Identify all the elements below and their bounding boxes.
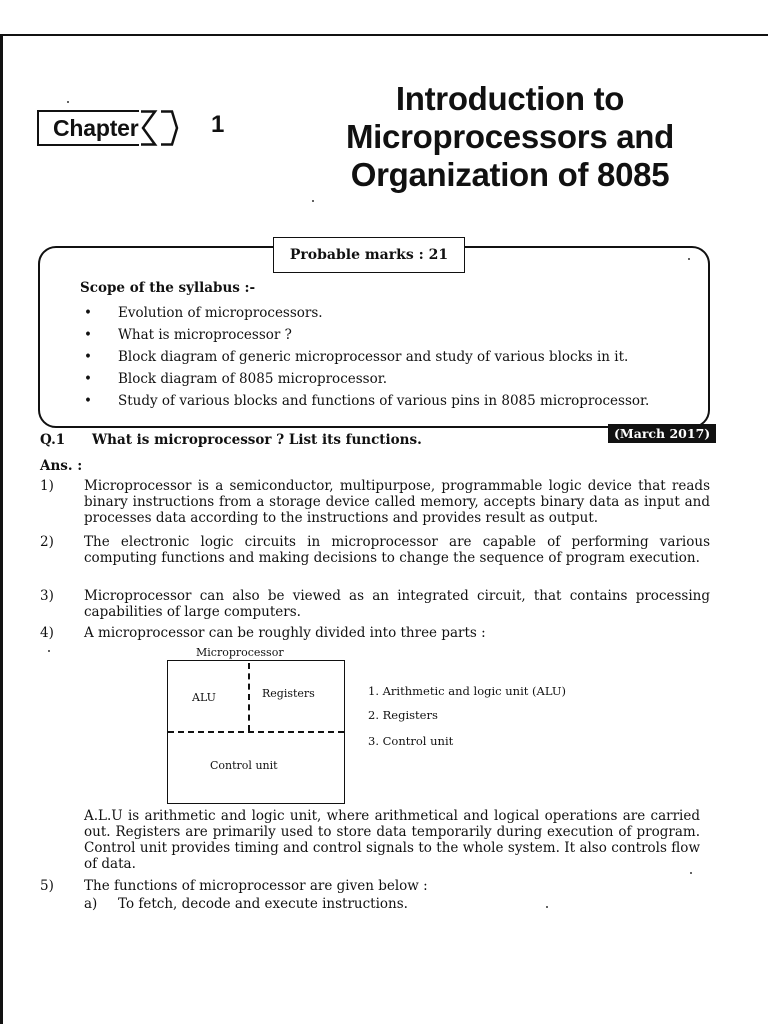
page-border-left (0, 34, 3, 1024)
list-item: • What is microprocessor ? (84, 327, 292, 343)
legend-item: 2. Registers (368, 708, 438, 722)
scan-speck (312, 200, 314, 202)
diagram-divider-vertical (248, 663, 250, 731)
chapter-badge (37, 110, 225, 146)
legend-item: 1. Arithmetic and logic unit (ALU) (368, 684, 567, 698)
question-text: What is microprocessor ? List its functions. (92, 432, 422, 448)
answer-label: Ans. : (40, 458, 83, 474)
function-item-a: a) To fetch, decode and execute instructions. (84, 896, 408, 912)
scope-list (80, 302, 649, 412)
scan-speck (48, 650, 50, 652)
answer-point-1: 1) Microprocessor is a semiconductor, multipurpose, programmable logic device that reads binary instructions from a storage device called memory, accepts binary data as input and processes data according to the instructions and provides result as output. (40, 478, 710, 526)
answer-point-3: 3) Microprocessor can also be viewed as an integrated circuit, that contains processing capabilities of large computers. (40, 588, 710, 620)
chapter-arrow-icon (139, 110, 179, 146)
answer-point-2: 2) The electronic logic circuits in microprocessor are capable of performing various computing functions and making decisions to change the sequence of program execution. (40, 534, 710, 566)
diagram-divider-horizontal (168, 731, 344, 733)
chapter-label: Chapter (37, 110, 139, 146)
microprocessor-diagram (167, 660, 345, 804)
probable-marks: Probable marks : 21 (273, 237, 465, 273)
list-item: • Evolution of microprocessors. (84, 305, 323, 321)
diagram-alu: ALU (192, 691, 216, 704)
answer-point-5: 5) The functions of microprocessor are given below : (40, 878, 428, 894)
title-line-1: Introduction to (395, 80, 625, 117)
title-line-3: Organization of 8085 (350, 156, 670, 193)
list-item: • Block diagram of generic microprocessor and study of various blocks in it. (84, 349, 629, 365)
list-item: • Study of various blocks and functions of various pins in 8085 microprocessor. (84, 393, 650, 409)
diagram-title: Microprocessor (196, 646, 284, 659)
explanation-paragraph: A.L.U is arithmetic and logic unit, where arithmetical and logical operations are carried out. Registers are primarily used to store data temporarily during execution of program. Control unit provides timing and control signals to the whole system. It also controls flow of data. (84, 808, 700, 872)
scan-speck (67, 101, 69, 103)
page-border-top (0, 34, 768, 36)
answer-point-4: 4) A microprocessor can be roughly divided into three parts : (40, 625, 486, 641)
legend-item: 3. Control unit (368, 734, 454, 748)
question-label: Q.1 (40, 432, 66, 448)
question (40, 432, 422, 448)
scope-heading: Scope of the syllabus :- (80, 280, 256, 296)
list-item: • Block diagram of 8085 microprocessor. (84, 371, 387, 387)
chapter-number: 1 (211, 111, 225, 138)
chapter-title (300, 80, 720, 194)
scan-speck (690, 872, 692, 874)
exam-tag: (March 2017) (608, 424, 716, 443)
diagram-registers: Registers (262, 687, 315, 700)
title-line-2: Microprocessors and (345, 118, 675, 155)
diagram-control-unit: Control unit (210, 759, 278, 772)
chapter-number-arrow (139, 110, 225, 146)
scan-speck (546, 906, 548, 908)
